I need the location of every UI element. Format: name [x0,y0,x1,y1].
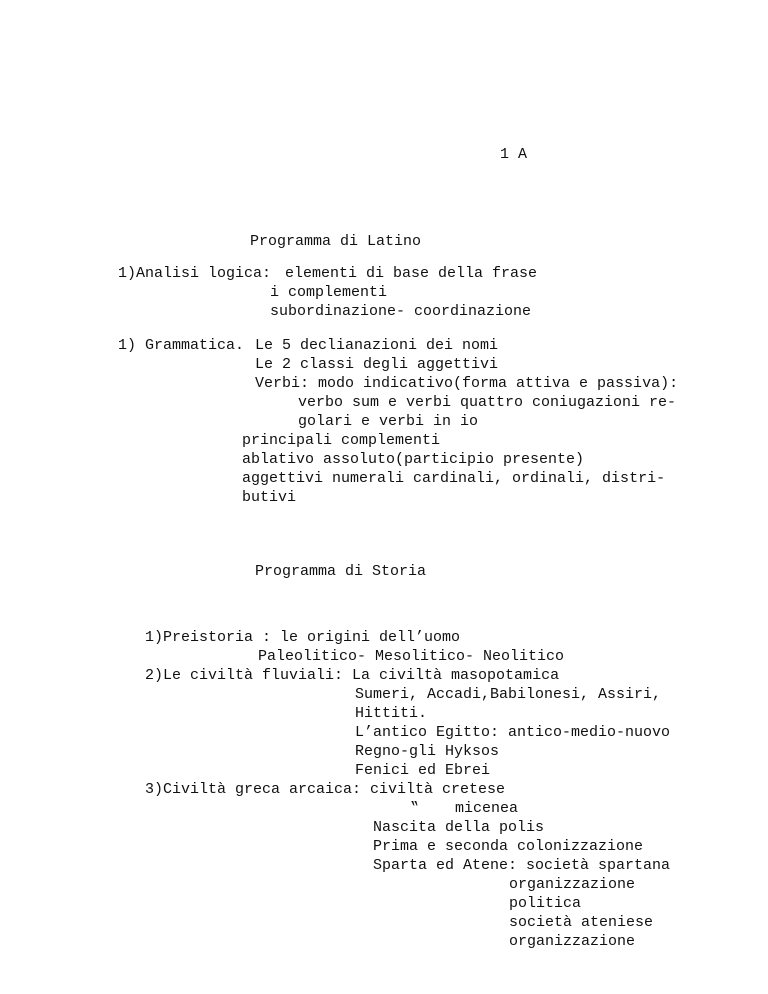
storia-line: Regno-gli Hyksos [355,743,500,760]
latino-title: Programma di Latino [250,233,422,250]
storia-line: Sumeri, Accadi,Babilonesi, Assiri, [355,686,662,703]
analisi-line: i complementi [270,284,388,301]
analisi-line: elementi di base della frase [285,265,538,282]
grammatica-line: verbo sum e verbi quattro coniugazioni re- [298,394,677,411]
analisi-line: subordinazione- coordinazione [270,303,532,320]
class-label: 1 A [500,146,528,163]
storia-line: organizzazione [509,876,636,893]
storia-line: organizzazione [509,933,636,950]
storia-line: politica [509,895,582,912]
grammatica-line: ablativo assoluto(participio presente) [242,451,585,468]
grammatica-line: principali complementi [242,432,441,449]
storia-line: Prima e seconda colonizzazione [373,838,644,855]
storia-line: Fenici ed Ebrei [355,762,491,779]
grammatica-line: butivi [242,489,297,506]
storia-title: Programma di Storia [255,563,427,580]
grammatica-line: Le 5 declianazioni dei nomi [255,337,499,354]
storia-line: società ateniese [509,914,654,931]
storia-line: L’antico Egitto: antico-medio-nuovo [355,724,671,741]
storia-line: Nascita della polis [373,819,545,836]
grammatica-line: golari e verbi in io [298,413,479,430]
storia-line: Sparta ed Atene: società spartana [373,857,671,874]
grammatica-label: 1) Grammatica. [118,337,245,354]
storia-line: 3)Civiltà greca arcaica: civiltà cretese [145,781,506,798]
storia-line: Paleolitico- Mesolitico- Neolitico [258,648,565,665]
grammatica-line: Verbi: modo indicativo(forma attiva e passiva): [255,375,679,392]
storia-line: 2)Le civiltà fluviali: La civiltà masopotamica [145,667,560,684]
grammatica-line: aggettivi numerali cardinali, ordinali, distri- [242,470,666,487]
storia-line: ‟ micenea [410,800,519,817]
storia-line: 1)Preistoria : le origini dell’uomo [145,629,461,646]
storia-line: Hittiti. [355,705,428,722]
analisi-label: 1)Analisi logica: [118,265,272,282]
grammatica-line: Le 2 classi degli aggettivi [255,356,499,373]
